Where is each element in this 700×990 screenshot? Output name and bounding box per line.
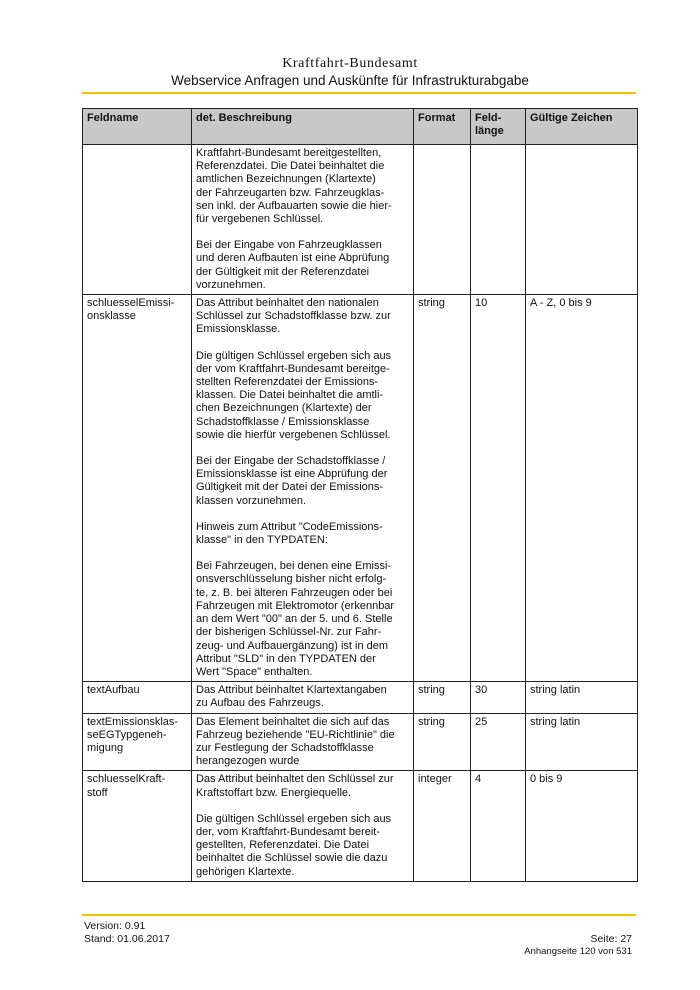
- col-header-gueltige-zeichen: Gültige Zeichen: [526, 109, 638, 145]
- cell-gueltige-zeichen: string latin: [526, 682, 638, 713]
- table-row: [83, 145, 638, 295]
- cell-gueltige-zeichen: 0 bis 9: [526, 771, 638, 881]
- description-paragraph: Die gültigen Schlüssel ergeben sich aus der vom Kraftfahrt-Bundesamt bereitge- stellten Referenzdatei der Emissions- klassen. Die Datei beinhaltet die amtli- chen Bezeichnungen (Klartexte) der Schadstoffklasse / Emissionsklasse sowie die hierfür vergebenen Schlüssel.: [196, 349, 392, 441]
- description-paragraph: Das Attribut beinhaltet Klartextangaben zu Aufbau des Fahrzeugs.: [196, 684, 387, 710]
- footer-stand: Stand: 01.06.2017: [84, 932, 170, 945]
- cell-feldlaenge: [471, 145, 526, 295]
- cell-feldname: textAufbau: [83, 682, 192, 713]
- cell-feldlaenge: 4: [471, 771, 526, 881]
- footer-right: [524, 933, 632, 958]
- footer-version: Version: 0.91: [84, 920, 146, 932]
- description-paragraph: Bei Fahrzeugen, bei denen eine Emissi- onsverschlüsselung bisher nicht erfolg- te, z. B. bei älteren Fahrzeugen oder bei Fahrzeugen mit Elektromotor (erkennbar an dem Wert "00" an der 5. und 6. Stelle der bisherigen Schlüssel-Nr. zur Fahr- zeug- und Aufbauergänzung) ist in dem Attribut "SLD" in den TYPDATEN der Wert "Space" enthalten.: [196, 560, 395, 678]
- cell-feldlaenge: 25: [471, 713, 526, 771]
- col-header-feldlaenge: Feld- länge: [471, 109, 526, 145]
- description-paragraph: Bei der Eingabe von Fahrzeugklassen und deren Aufbauten ist eine Abprüfung der Gültigkeit mit der Referenzdatei vorzunehmen.: [196, 239, 390, 291]
- footer-left: [84, 920, 170, 945]
- col-header-feldname: Feldname: [83, 109, 192, 145]
- cell-format: integer: [414, 771, 471, 881]
- description-paragraph: Hinweis zum Attribut "CodeEmissions- klasse" in den TYPDATEN:: [196, 520, 383, 547]
- cell-feldname: schluesselKraft- stoff: [83, 771, 192, 881]
- footer-rule: [82, 914, 636, 916]
- cell-beschreibung: [192, 713, 414, 771]
- table-row: [83, 771, 638, 881]
- footer-anhang: Anhangseite 120 von 531: [524, 945, 632, 957]
- cell-feldlaenge: 30: [471, 682, 526, 713]
- footer-seite: Seite: 27: [590, 933, 632, 945]
- header-rule: [82, 92, 636, 94]
- cell-gueltige-zeichen: string latin: [526, 713, 638, 771]
- description-paragraph: Das Element beinhaltet die sich auf das Fahrzeug beziehende "EU-Richtlinie" die zur Festlegung der Schadstoffklasse herangezogen wurde: [196, 715, 395, 768]
- description-paragraph: Bei der Eingabe der Schadstoffklasse / Emissionsklasse ist eine Abprüfung der Gültigkeit mit der Datei der Emissions- klassen vorzunehmen.: [196, 455, 388, 507]
- header-subtitle: Webservice Anfragen und Auskünfte für Infrastrukturabgabe: [171, 73, 529, 88]
- cell-gueltige-zeichen: A - Z, 0 bis 9: [526, 295, 638, 682]
- header-org: Kraftfahrt-Bundesamt: [282, 56, 418, 71]
- cell-feldlaenge: 10: [471, 295, 526, 682]
- cell-format: string: [414, 682, 471, 713]
- cell-beschreibung: [192, 145, 414, 295]
- cell-beschreibung: [192, 682, 414, 713]
- field-table: [82, 108, 638, 882]
- table-row: [83, 295, 638, 682]
- table-row: [83, 682, 638, 713]
- cell-format: [414, 145, 471, 295]
- cell-beschreibung: [192, 295, 414, 682]
- description-paragraph: Kraftfahrt-Bundesamt bereitgestellten, Referenzdatei. Die Datei beinhaltet die amtlichen Bezeichnungen (Klartexte) der Fahrzeugarten bzw. Fahrzeugklas- sen inkl. der Aufbauarten sowie die hier- für vergebenen Schlüssel.: [196, 147, 392, 226]
- cell-feldname: [83, 145, 192, 295]
- col-header-beschreibung: det. Beschreibung: [192, 109, 414, 145]
- table-header-row: [83, 109, 638, 145]
- cell-beschreibung: [192, 771, 414, 881]
- cell-format: string: [414, 295, 471, 682]
- table-row: [83, 713, 638, 771]
- description-paragraph: Die gültigen Schlüssel ergeben sich aus der, vom Kraftfahrt-Bundesamt bereit- gestellten, Referenzdatei. Die Datei beinhaltet die Schlüssel sowie die dazu gehörigen Klartexte.: [196, 812, 392, 878]
- col-header-format: Format: [414, 109, 471, 145]
- description-paragraph: Das Attribut beinhaltet den Schlüssel zur Kraftstoffart bzw. Energiequelle.: [196, 773, 394, 799]
- cell-format: string: [414, 713, 471, 771]
- cell-feldname: schluesselEmissi- onsklasse: [83, 295, 192, 682]
- description-paragraph: Das Attribut beinhaltet den nationalen Schlüssel zur Schadstoffklasse bzw. zur Emissionsklasse.: [196, 297, 391, 336]
- cell-feldname: textEmissionsklas- seEGTypgeneh- migung: [83, 713, 192, 771]
- cell-gueltige-zeichen: [526, 145, 638, 295]
